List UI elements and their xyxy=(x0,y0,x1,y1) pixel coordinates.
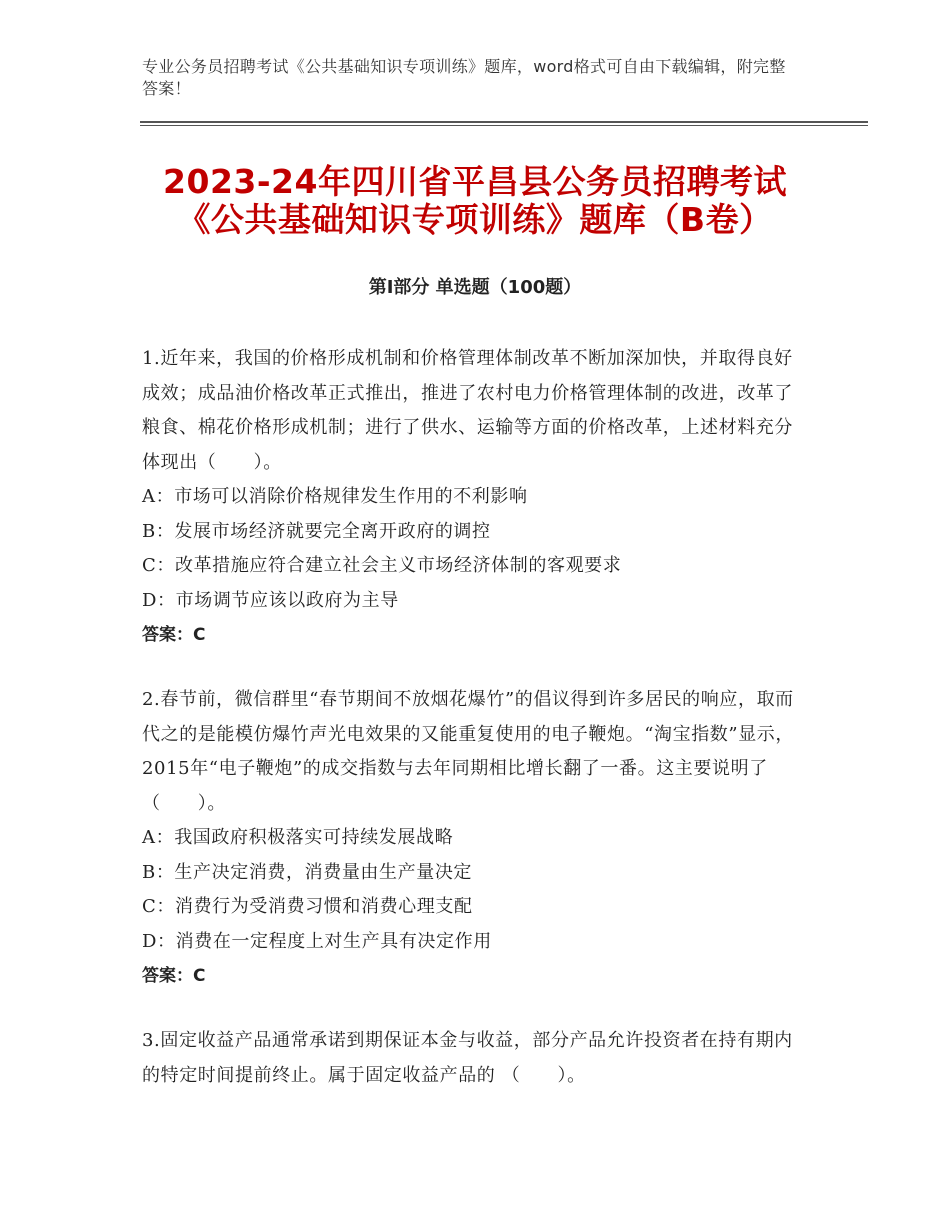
header-divider xyxy=(140,121,868,123)
option-c: C：消费行为受消费习惯和消费心理支配 xyxy=(142,896,473,917)
document-title-line-2: 《公共基础知识专项训练》题库（B卷） xyxy=(177,200,773,239)
option-a: A：我国政府积极落实可持续发展战略 xyxy=(142,827,454,848)
header-note: 专业公务员招聘考试《公共基础知识专项训练》题库，word格式可自由下载编辑，附完整答案！ xyxy=(142,57,786,98)
question-stem: 2.春节前，微信群里“春节期间不放烟花爆竹”的倡议得到许多居民的响应，取而代之的是能模仿爆竹声光电效果的又能重复使用的电子鞭炮。“淘宝指数”显示，2015年“电子鞭炮”的成交指数与去年同期相比增长翻了一番。这主要说明了（ ）。 xyxy=(142,689,795,814)
answer: 答案：C xyxy=(142,625,206,645)
question-2 xyxy=(142,683,806,994)
option-b: B：发展市场经济就要完全离开政府的调控 xyxy=(142,520,491,542)
question-stem: 1.近年来，我国的价格形成机制和价格管理体制改革不断加深加快，并取得良好成效；成品油价格改革正式推出，推进了农村电力价格管理体制的改进，改革了粮食、棉花价格形成机制；进行了供水、运输等方面的价格改革，上述材料充分体现出（ ）。 xyxy=(142,348,793,473)
option-c: C：改革措施应符合建立社会主义市场经济体制的客观要求 xyxy=(142,555,622,576)
option-d: D：市场调节应该以政府为主导 xyxy=(142,589,399,611)
option-d: D：消费在一定程度上对生产具有决定作用 xyxy=(142,930,492,952)
question-1 xyxy=(142,342,806,653)
answer: 答案：C xyxy=(142,966,206,986)
option-a: A：市场可以消除价格规律发生作用的不利影响 xyxy=(142,486,528,507)
option-b: B：生产决定消费，消费量由生产量决定 xyxy=(142,861,473,883)
section-heading: 第Ⅰ部分 单选题（100题） xyxy=(368,277,582,298)
question-stem: 3.固定收益产品通常承诺到期保证本金与收益，部分产品允许投资者在持有期内的特定时间提前终止。属于固定收益产品的 （ ）。 xyxy=(142,1030,793,1086)
header-divider-thin xyxy=(140,125,868,126)
document-title-line-1: 2023-24年四川省平昌县公务员招聘考试 xyxy=(163,162,787,201)
question-3 xyxy=(142,1024,806,1093)
